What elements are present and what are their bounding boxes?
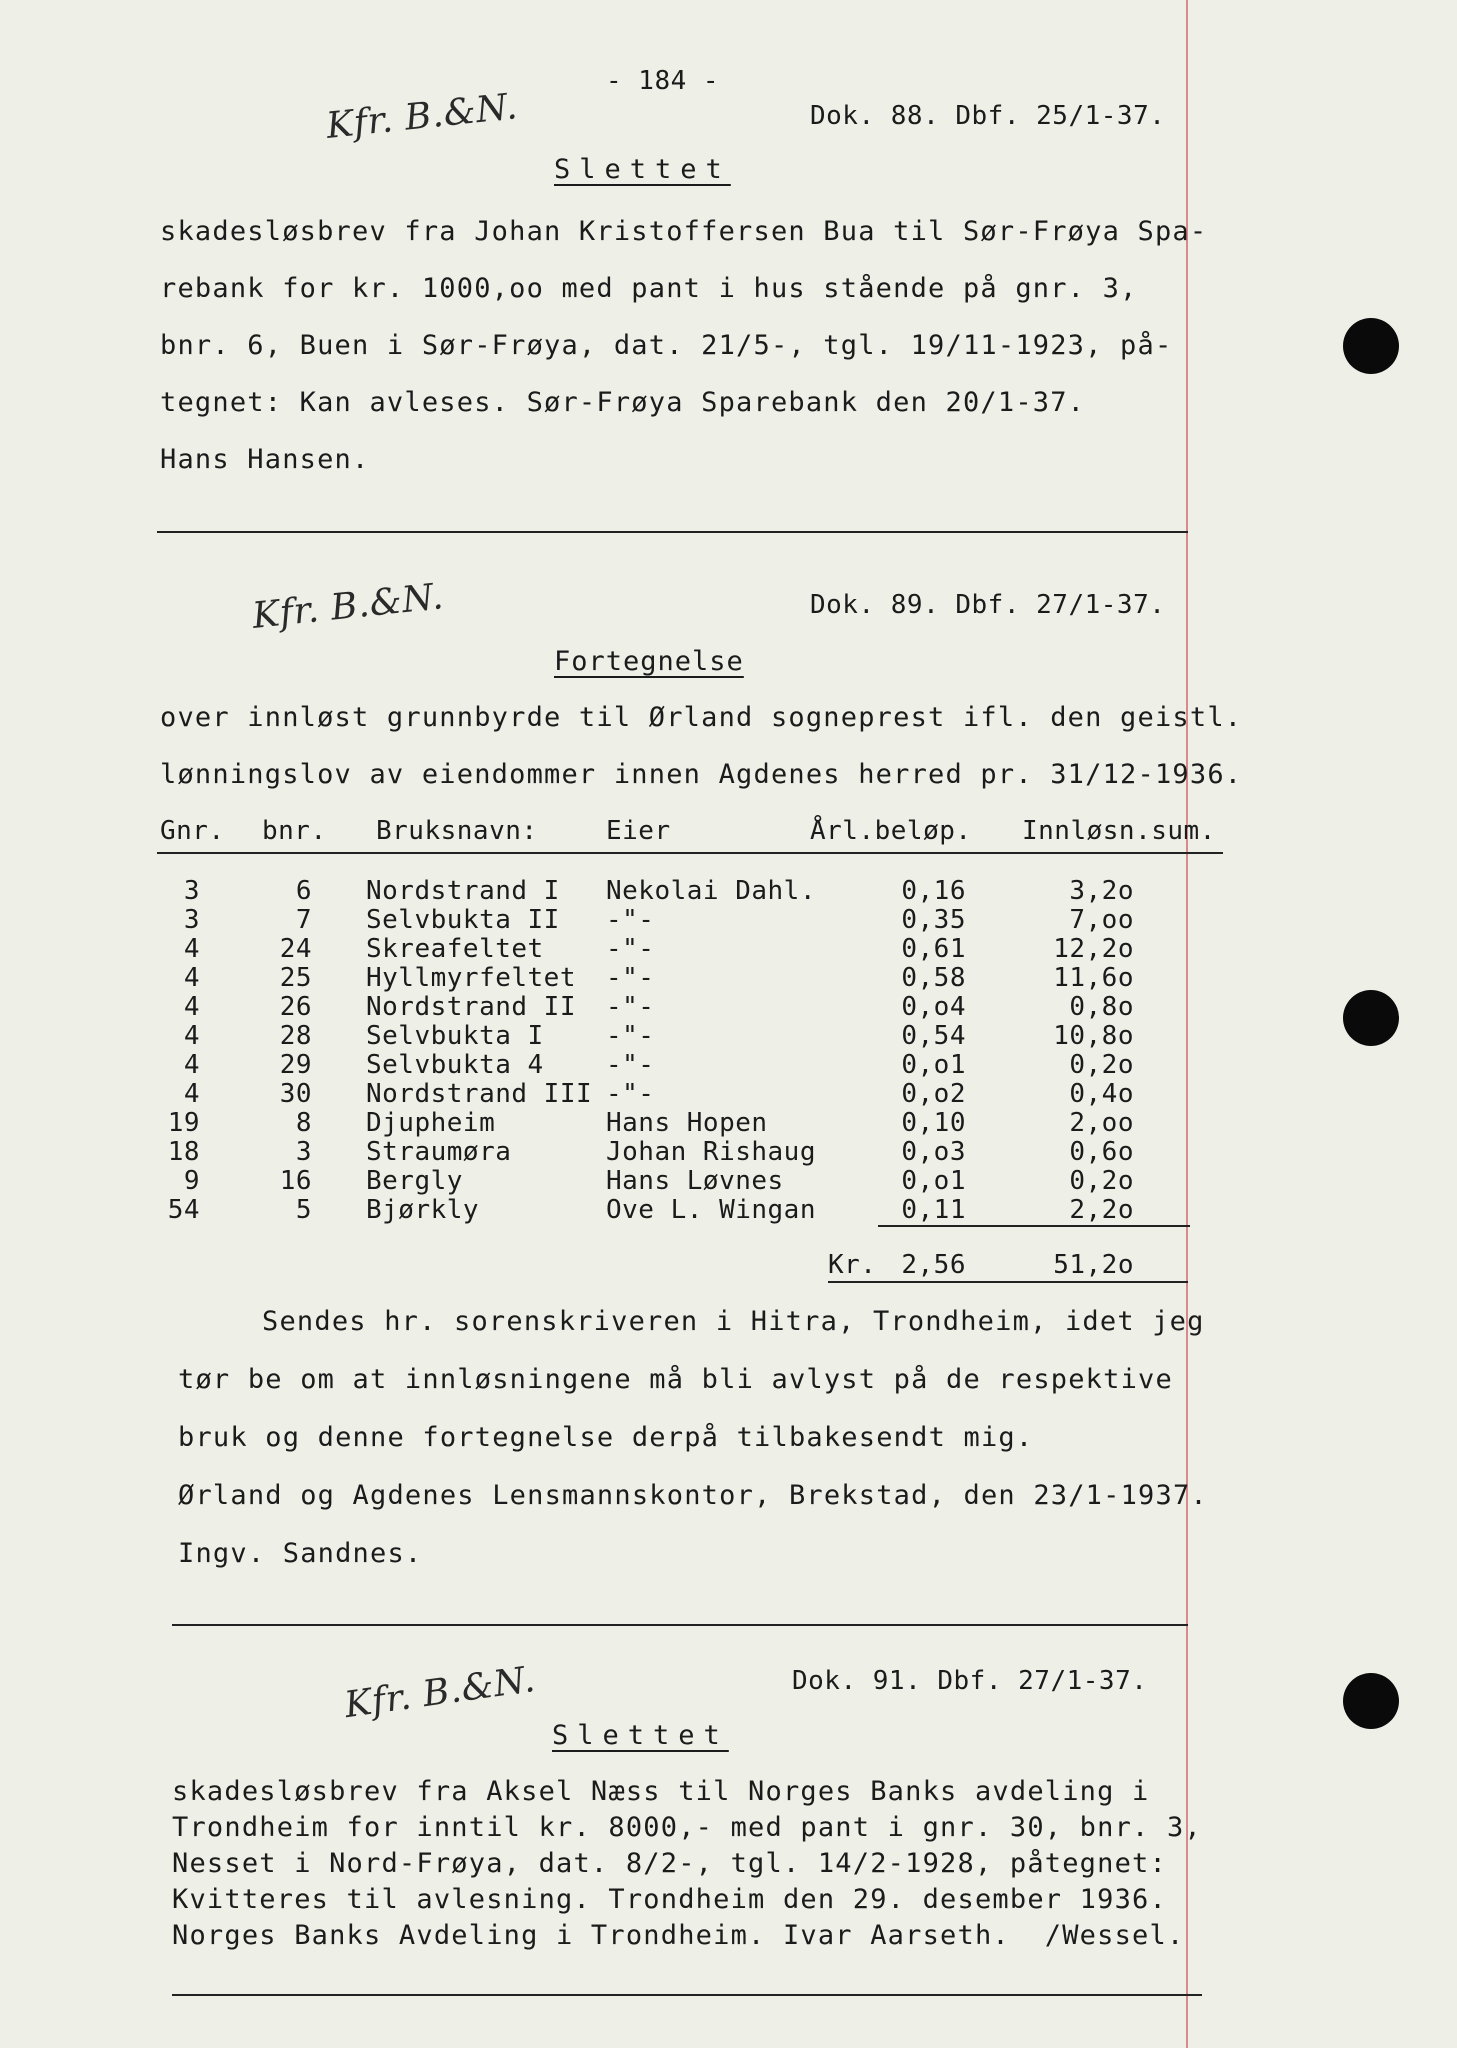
eier-cell: Johan Rishaug	[606, 1137, 816, 1167]
column-header: Innløsn.sum.	[1022, 816, 1216, 846]
gnr-cell: 9	[183, 1166, 200, 1196]
eier-cell: -"-	[606, 992, 655, 1022]
body-line: Ingv. Sandnes.	[178, 1538, 423, 1569]
divider-rule	[157, 531, 1188, 533]
innlosning-sum-cell: 2,oo	[1069, 1108, 1134, 1138]
body-line: Kvitteres til avlesning. Trondheim den 29. desember 1936.	[172, 1884, 1167, 1915]
eier-cell: Hans Løvnes	[606, 1166, 784, 1196]
innlosning-sum-cell: 0,2o	[1069, 1050, 1134, 1080]
column-header: Årl.beløp.	[810, 816, 972, 846]
body-line: Trondheim for inntil kr. 8000,- med pant i gnr. 30, bnr. 3,	[172, 1812, 1202, 1843]
gnr-cell: 4	[183, 992, 200, 1022]
bruksnavn-cell: Bjørkly	[366, 1195, 480, 1225]
innlosning-sum-cell: 0,2o	[1069, 1166, 1134, 1196]
gnr-cell: 3	[183, 905, 200, 935]
column-header: bnr.	[262, 816, 327, 846]
eier-cell: -"-	[606, 1079, 655, 1109]
margin-note: Kfr. B.&N.	[342, 1658, 538, 1727]
body-line: lønningslov av eiendommer innen Agdenes herred pr. 31/12-1936.	[160, 759, 1243, 790]
bruksnavn-cell: Skreafeltet	[366, 934, 544, 964]
document-reference: Dok. 89. Dbf. 27/1-37.	[810, 590, 1166, 620]
margin-line	[1186, 0, 1188, 2048]
gnr-cell: 18	[167, 1137, 200, 1167]
body-line: Nesset i Nord-Frøya, dat. 8/2-, tgl. 14/2-1928, påtegnet:	[172, 1848, 1167, 1879]
eier-cell: Nekolai Dahl.	[606, 876, 816, 906]
gnr-cell: 3	[183, 876, 200, 906]
total-sum: 51,2o	[1053, 1250, 1134, 1280]
arlig-belop-cell: 0,16	[901, 876, 966, 906]
eier-cell: -"-	[606, 934, 655, 964]
total-underline	[828, 1281, 1188, 1283]
body-line: Norges Banks Avdeling i Trondheim. Ivar Aarseth. /Wessel.	[172, 1920, 1185, 1951]
gnr-cell: 19	[167, 1108, 200, 1138]
bnr-cell: 24	[279, 934, 312, 964]
document-reference: Dok. 88. Dbf. 25/1-37.	[810, 101, 1166, 131]
body-line: Ørland og Agdenes Lensmannskontor, Brekstad, den 23/1-1937.	[178, 1480, 1208, 1511]
bnr-cell: 16	[279, 1166, 312, 1196]
bruksnavn-cell: Selvbukta 4	[366, 1050, 544, 1080]
bruksnavn-cell: Nordstrand I	[366, 876, 560, 906]
innlosning-sum-cell: 2,2o	[1069, 1195, 1134, 1225]
gnr-cell: 54	[167, 1195, 200, 1225]
body-line: skadesløsbrev fra Aksel Næss til Norges Banks avdeling i	[172, 1776, 1150, 1807]
punch-hole	[1343, 1673, 1399, 1729]
arlig-belop-cell: 0,11	[901, 1195, 966, 1225]
body-line: rebank for kr. 1000,oo med pant i hus stående på gnr. 3,	[160, 273, 1138, 304]
gnr-cell: 4	[183, 963, 200, 993]
gnr-cell: 4	[183, 934, 200, 964]
total-label: Kr.	[828, 1250, 877, 1280]
eier-cell: Hans Hopen	[606, 1108, 768, 1138]
body-line: tegnet: Kan avleses. Sør-Frøya Sparebank den 20/1-37.	[160, 387, 1086, 418]
eier-cell: -"-	[606, 905, 655, 935]
arlig-belop-cell: 0,o1	[901, 1166, 966, 1196]
body-line: bnr. 6, Buen i Sør-Frøya, dat. 21/5-, tgl. 19/11-1923, på-	[160, 330, 1173, 361]
body-line: skadesløsbrev fra Johan Kristoffersen Bua til Sør-Frøya Spa-	[160, 216, 1208, 247]
arlig-belop-cell: 0,61	[901, 934, 966, 964]
bnr-cell: 8	[295, 1108, 312, 1138]
gnr-cell: 4	[183, 1021, 200, 1051]
table-header-rule	[157, 852, 1223, 854]
margin-note: Kfr. B.&N.	[250, 576, 446, 637]
bruksnavn-cell: Selvbukta II	[366, 905, 560, 935]
innlosning-sum-cell: 11,6o	[1053, 963, 1134, 993]
body-line: over innløst grunnbyrde til Ørland sogneprest ifl. den geistl.	[160, 702, 1243, 733]
total-amount: 2,56	[901, 1250, 966, 1280]
punch-hole	[1343, 990, 1399, 1046]
bruksnavn-cell: Straumøra	[366, 1137, 512, 1167]
eier-cell: Ove L. Wingan	[606, 1195, 816, 1225]
bruksnavn-cell: Nordstrand II	[366, 992, 576, 1022]
innlosning-sum-cell: 0,6o	[1069, 1137, 1134, 1167]
bnr-cell: 29	[279, 1050, 312, 1080]
table-total-rule	[878, 1225, 1190, 1227]
punch-hole	[1343, 318, 1399, 374]
bruksnavn-cell: Selvbukta I	[366, 1021, 544, 1051]
arlig-belop-cell: 0,10	[901, 1108, 966, 1138]
bnr-cell: 26	[279, 992, 312, 1022]
innlosning-sum-cell: 12,2o	[1053, 934, 1134, 964]
bruksnavn-cell: Hyllmyrfeltet	[366, 963, 576, 993]
bruksnavn-cell: Djupheim	[366, 1108, 496, 1138]
bnr-cell: 6	[295, 876, 312, 906]
bnr-cell: 30	[279, 1079, 312, 1109]
arlig-belop-cell: 0,o4	[901, 992, 966, 1022]
bnr-cell: 3	[295, 1137, 312, 1167]
bnr-cell: 28	[279, 1021, 312, 1051]
page-number: - 184 -	[606, 66, 720, 96]
innlosning-sum-cell: 3,2o	[1069, 876, 1134, 906]
column-header: Bruksnavn:	[376, 816, 538, 846]
gnr-cell: 4	[183, 1050, 200, 1080]
column-header: Gnr.	[160, 816, 225, 846]
arlig-belop-cell: 0,o3	[901, 1137, 966, 1167]
body-line: bruk og denne fortegnelse derpå tilbakesendt mig.	[178, 1422, 1034, 1453]
bruksnavn-cell: Nordstrand III	[366, 1079, 593, 1109]
eier-cell: -"-	[606, 963, 655, 993]
innlosning-sum-cell: 10,8o	[1053, 1021, 1134, 1051]
divider-rule	[172, 1624, 1188, 1626]
gnr-cell: 4	[183, 1079, 200, 1109]
innlosning-sum-cell: 0,4o	[1069, 1079, 1134, 1109]
document-reference: Dok. 91. Dbf. 27/1-37.	[792, 1666, 1148, 1696]
margin-note: Kfr. B.&N.	[324, 86, 520, 147]
bnr-cell: 25	[279, 963, 312, 993]
entry-heading: Slettet	[552, 1720, 729, 1751]
arlig-belop-cell: 0,o1	[901, 1050, 966, 1080]
arlig-belop-cell: 0,58	[901, 963, 966, 993]
innlosning-sum-cell: 0,8o	[1069, 992, 1134, 1022]
arlig-belop-cell: 0,35	[901, 905, 966, 935]
body-line: Hans Hansen.	[160, 444, 370, 475]
eier-cell: -"-	[606, 1050, 655, 1080]
bnr-cell: 5	[295, 1195, 312, 1225]
column-header: Eier	[606, 816, 671, 846]
arlig-belop-cell: 0,o2	[901, 1079, 966, 1109]
entry-heading: Slettet	[554, 154, 731, 185]
entry-heading: Fortegnelse	[554, 646, 744, 677]
eier-cell: -"-	[606, 1021, 655, 1051]
bnr-cell: 7	[295, 905, 312, 935]
arlig-belop-cell: 0,54	[901, 1021, 966, 1051]
body-line: tør be om at innløsningene må bli avlyst på de respektive	[178, 1364, 1173, 1395]
innlosning-sum-cell: 7,oo	[1069, 905, 1134, 935]
bruksnavn-cell: Bergly	[366, 1166, 463, 1196]
divider-rule	[172, 1994, 1202, 1996]
body-line: Sendes hr. sorenskriveren i Hitra, Trondheim, idet jeg	[262, 1306, 1205, 1337]
